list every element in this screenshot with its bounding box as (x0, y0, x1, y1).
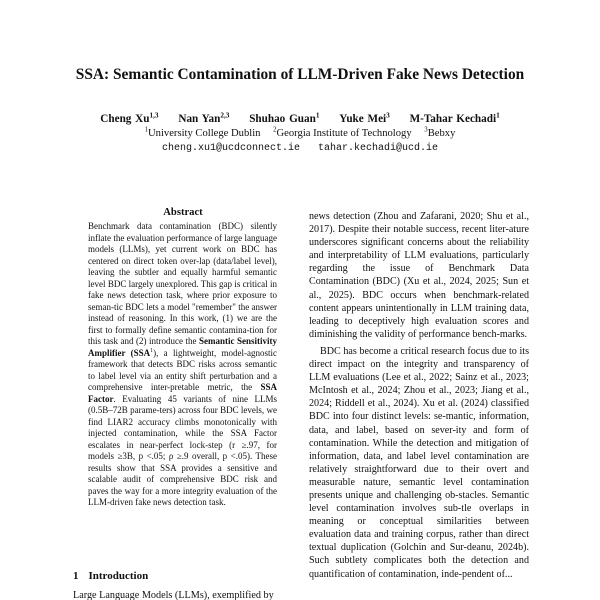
affiliation-marker: 3 (424, 126, 428, 134)
author-affiliation-marker: 1 (496, 111, 500, 120)
right-column-text (309, 210, 529, 600)
author (100, 113, 158, 125)
affiliation-name: University College Dublin (148, 128, 261, 139)
affiliation-list (0, 128, 600, 139)
affiliation-name: Georgia Institute of Technology (276, 128, 412, 139)
email-list (0, 143, 600, 154)
author-name: Cheng Xu (100, 113, 150, 125)
author (178, 113, 229, 125)
affiliation-marker: 2 (273, 126, 277, 134)
abstract-text-part: ), a lightweight, model-agnostic framework that detects BDC risks across semantic to label level via an entity shift perturbation and a comprehensive inter-pretable metric, the (88, 347, 277, 392)
email-address: tahar.kechadi@ucd.ie (318, 143, 439, 154)
section-heading-introduction (73, 570, 293, 582)
abstract-metric-name: SSA Factor (88, 382, 277, 404)
section-number: 1 (73, 570, 79, 582)
abstract-text-part: Benchmark data contamination (BDC) silently inflate the evaluation performance of large language models (LLMs), yet current work on BDC has centered on direct token over-lap (data/label level), leaving the subtler and equally harmful semantic level BDC largely unexplored. This gap is critical in fake news detection task, where prior exposure to seman-tic BDC lets a model "remember" the answer instead of reasoning. In this work, (1) we are the first to formally define semantic contamina-tion for this task and (2) introduce the (88, 221, 277, 346)
affiliation (424, 128, 455, 139)
author-affiliation-marker: 1,3 (149, 111, 159, 120)
abstract-text (88, 221, 277, 509)
author (410, 113, 500, 125)
author-list (0, 113, 600, 125)
abstract-method-name: Semantic Sensitivity Amplifier (SSA (88, 336, 278, 358)
author-affiliation-marker: 2,3 (220, 111, 230, 120)
author-name: Shuhao Guan (249, 113, 316, 125)
intro-paragraph: Large Language Models (LLMs), exemplified by (73, 590, 274, 600)
author (339, 113, 390, 125)
author-name: Yuke Mei (339, 113, 387, 125)
author-name: M-Tahar Kechadi (409, 113, 497, 125)
abstract-text-part: . Evaluating 45 variants of nine LLMs (0.5B–72B parame-ters) across four BDC levels, we find LIAR2 accuracy climbs monotonically with injected contamination, while the SSA Factor escalates in near-perfect lock-step (r ≥.97, for models ≥3B, p <.05; ρ ≥.9 overall, p <.05). These results show that SSA provides a sensitive and scalable audit of comprehensive BDC risk and paves the way for a more integrity evaluation of the LLM-driven fake news detection task. (88, 393, 277, 507)
affiliation-marker: 1 (144, 126, 149, 134)
footnote-marker: 1 (150, 347, 154, 354)
author (249, 113, 319, 125)
affiliation (273, 128, 412, 139)
body-paragraph: news detection (Zhou and Zafarani, 2020; Shu et al., 2017). Despite their notable success, recent liter-ature underscores significant concerns about the reliability and interpretability of LLM evaluations, particularly regarding the issue of Benchmark Data Contamination (BDC) (Xu et al., 2024, 2025; Sun et al., 2025). BDC occurs when benchmark-related content appears unintentionally in LLM training data, leading to deceptively high evaluation scores and diminishing the validity of performance bench-marks. (309, 211, 529, 340)
paper-title: SSA: Semantic Contamination of LLM-Driven Fake News Detection (75, 66, 525, 83)
email-address: cheng.xu1@ucdconnect.ie (161, 143, 300, 154)
author-name: Nan Yan (178, 113, 221, 125)
body-paragraph: BDC has become a critical research focus due to its direct impact on the integrity and transparency of LLM evaluations (Lee et al., 2022; Sainz et al., 2023; McIntosh et al., 2024; Zhou et al., 2023; Jiang et al., 2024; Riddell et al., 2024). Xu et al. (2024) classified BDC into four distinct levels: se-mantic, information, data, and label, based on sever-ity and form of contamination. While the detection and mitigation of information, data, and label level contamination are relatively straightforward due to their overt and measurable nature, semantic level contamination presents unique and challenging ob-stacles. Semantic level contamination involves sub-tle overlaps in meaning or conceptual similarities between evaluation data and training corpus, rather than direct textual duplication (Golchin and Sur-deanu, 2024b). Such subtlety complicates both the detection and quantification of contamination, inde-pendent of... (309, 345, 529, 580)
section-title: Introduction (88, 570, 149, 582)
affiliation (145, 128, 261, 139)
author-affiliation-marker: 3 (386, 111, 390, 120)
affiliation-name: Bebxy (427, 128, 456, 139)
author-affiliation-marker: 1 (315, 111, 320, 120)
abstract-heading: Abstract (163, 207, 203, 218)
